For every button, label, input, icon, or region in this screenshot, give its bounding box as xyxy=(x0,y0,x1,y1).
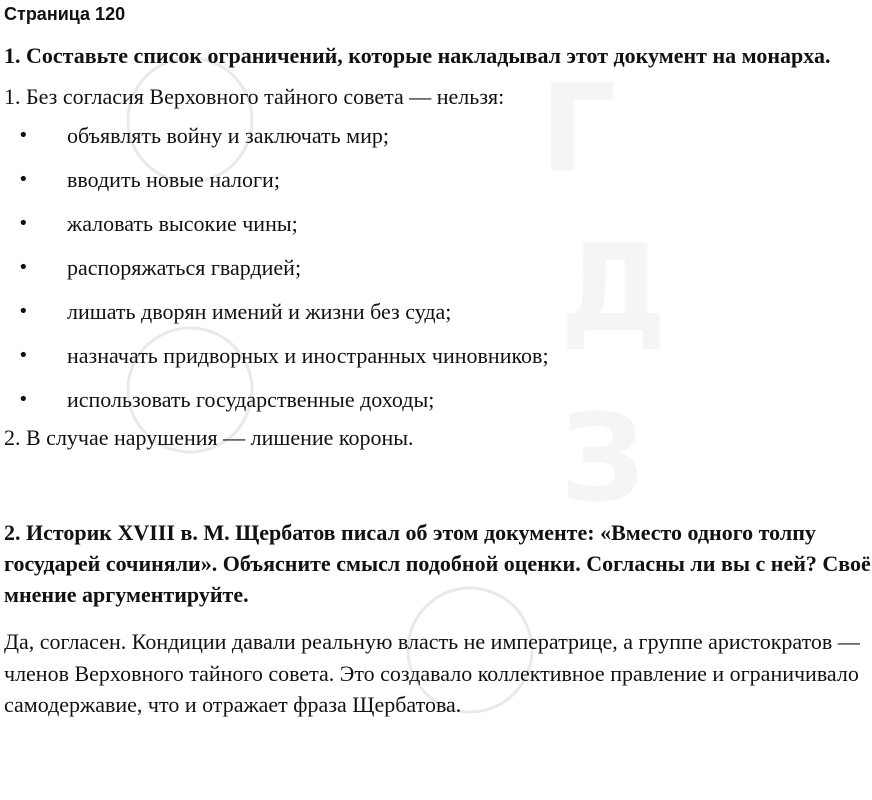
restrictions-list xyxy=(4,120,872,415)
list-item-text: использовать государственные доходы; xyxy=(67,387,435,412)
task1-intro: 1. Без согласия Верховного тайного совета — нельзя: xyxy=(4,84,505,109)
list-item-text: лишать дворян имений и жизни без суда; xyxy=(67,299,452,324)
list-item xyxy=(4,340,872,371)
bullet-icon: • xyxy=(18,345,29,366)
task2-answer: Да, согласен. Кондиции давали реальную власть не императрице, а группе аристократов — членов Верховного тайного совета. Это создавало коллективное правление и ограничивало самодержавие, что и отражает фраза Щербатова. xyxy=(4,629,860,717)
list-item-text: жаловать высокие чины; xyxy=(67,211,298,236)
content xyxy=(0,2,872,721)
list-item-text: объявлять войну и заключать мир; xyxy=(67,123,389,148)
page-label: Страница 120 xyxy=(4,4,126,24)
list-item xyxy=(4,252,872,283)
watermark-letter-1: Г xyxy=(540,60,617,199)
task1-conclusion: 2. В случае нарушения — лишение короны. xyxy=(4,425,414,450)
watermark-letter-2: Д xyxy=(560,220,667,359)
list-item-text: вводить новые налоги; xyxy=(67,167,280,192)
bullet-icon: • xyxy=(18,257,29,278)
list-item-text: назначать придворных и иностранных чиновников; xyxy=(67,343,549,368)
list-item xyxy=(4,208,872,239)
list-item xyxy=(4,296,872,327)
bullet-icon: • xyxy=(18,125,29,146)
bullet-icon: • xyxy=(18,213,29,234)
list-item xyxy=(4,164,872,195)
bullet-icon: • xyxy=(18,301,29,322)
task1-title: 1. Составьте список ограничений, которые накладывал этот документ на монарха. xyxy=(4,43,831,68)
list-item xyxy=(4,120,872,151)
watermark-letter-3: З xyxy=(560,390,646,529)
list-item-text: распоряжаться гвардией; xyxy=(67,255,302,280)
task2-title: 2. Историк XVIII в. М. Щербатов писал об этом документе: «Вместо одного толпу государей сочиняли». Объясните смысл подобной оценки. Согласны ли вы с ней? Своё мнение аргументируйте. xyxy=(4,520,871,607)
bullet-icon: • xyxy=(18,389,29,410)
bullet-icon: • xyxy=(18,169,29,190)
list-item xyxy=(4,384,872,415)
